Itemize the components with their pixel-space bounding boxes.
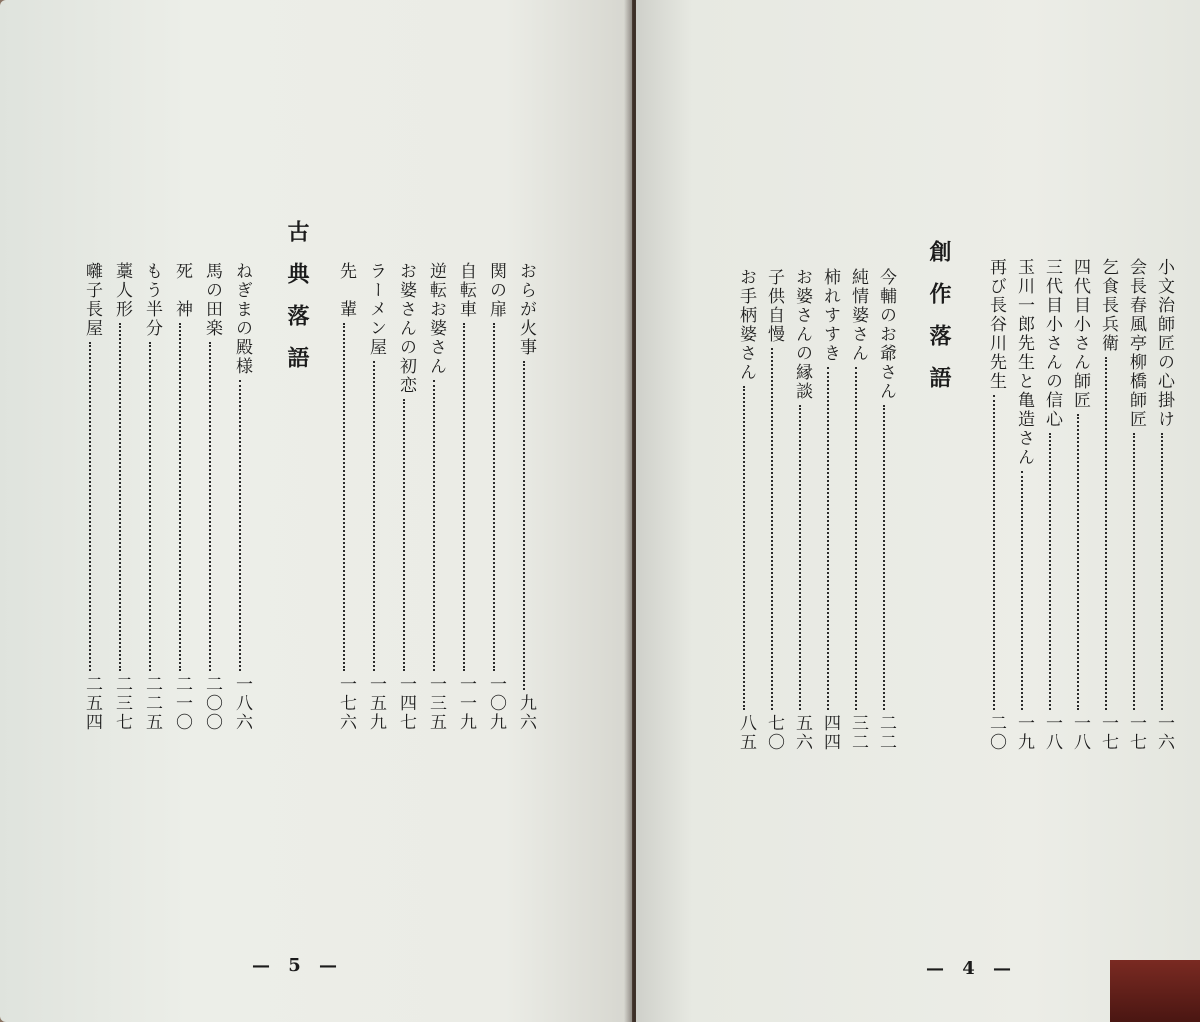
page-number: — 4 — [926,958,1018,979]
toc-entry [734,268,754,752]
entry-title: ラーメン屋 [366,262,386,357]
leader-dots [493,323,495,671]
leader-dots [89,342,91,671]
entry-title: もう半分 [142,262,162,338]
toc-entry [364,262,384,732]
entry-title: 死 神 [172,262,192,319]
entry-title: 再び長谷川先生 [986,258,1006,391]
entry-title: 関の扉 [486,262,506,319]
entry-page: 一五九 [366,675,386,732]
leader-dots [743,386,745,710]
entry-title: 柿れすすき [820,268,840,363]
toc-entry [334,262,354,732]
leader-dots [827,367,829,710]
toc-entry [984,258,1004,752]
entry-page: 一〇九 [486,675,506,732]
entry-title: 純情婆さん [848,268,868,363]
leader-dots [119,323,121,671]
toc-entry [1068,258,1088,752]
entry-page: 一八 [1042,714,1062,752]
entry-title: 自転車 [456,262,476,319]
toc-entry [874,268,894,752]
entry-page: 二五四 [82,675,102,732]
entry-title: お婆さんの縁談 [792,268,812,401]
book-cover-edge [1110,960,1200,1022]
entry-page: 一七六 [336,675,356,732]
leader-dots [799,405,801,710]
toc-entry [1096,258,1116,752]
toc-entry [514,262,534,732]
toc-entry [454,262,474,732]
entry-title: お手柄婆さん [736,268,756,382]
toc-entry [1124,258,1144,752]
leader-dots [403,399,405,671]
entry-title: 藁人形 [112,262,132,319]
leader-dots [179,323,181,671]
entry-page: 二二 [876,714,896,752]
right-page [636,0,1200,1022]
entry-page: 一七 [1098,714,1118,752]
entry-title: ねぎまの殿様 [232,262,252,376]
toc-entry [1152,258,1172,752]
entry-title: 先 輩 [336,262,356,319]
entry-title: おらが火事 [516,262,536,357]
leader-dots [1161,433,1163,710]
entry-page: 一九 [1014,714,1034,752]
leader-dots [1077,414,1079,710]
toc-entry [846,268,866,752]
entry-title: 玉川一郎先生と亀造さん [1014,258,1034,467]
leader-dots [993,395,995,710]
entry-title: 三代目小さんの信心 [1042,258,1062,429]
entry-page: 七〇 [764,714,784,752]
leader-dots [463,323,465,671]
entry-title: 馬の田楽 [202,262,222,338]
leader-dots [1105,357,1107,710]
entry-title: 乞食長兵衛 [1098,258,1118,353]
leader-dots [209,342,211,671]
entry-title: 四代目小さん師匠 [1070,258,1090,410]
leader-dots [1049,433,1051,710]
entry-page: 三二 [848,714,868,752]
entry-page: 四四 [820,714,840,752]
leader-dots [433,380,435,671]
toc-entry [80,262,100,732]
entry-page: 二一〇 [172,675,192,732]
leader-dots [523,361,525,690]
entry-page: 一四七 [396,675,416,732]
page-number: — 5 — [252,955,344,976]
entry-page: 五六 [792,714,812,752]
entry-page: 一六 [1154,714,1174,752]
toc-entry [762,268,782,752]
entry-title: お婆さんの初恋 [396,262,416,395]
entry-title: 囃子長屋 [82,262,102,338]
entry-title: 小文治師匠の心掛け [1154,258,1174,429]
toc-entry [424,262,444,732]
leader-dots [239,380,241,671]
leader-dots [1133,433,1135,710]
toc-entry [790,268,810,752]
toc-entry [200,262,220,732]
entry-page: 二二五 [142,675,162,732]
entry-page: 八五 [736,714,756,752]
toc-entry [230,262,250,732]
toc-entry [394,262,414,732]
leader-dots [373,361,375,671]
leader-dots [1021,471,1023,710]
entry-page: 二〇〇 [202,675,222,732]
toc-entry [110,262,130,732]
entry-page: 一一九 [456,675,476,732]
entry-page: 一三五 [426,675,446,732]
leader-dots [149,342,151,671]
entry-page: 二三七 [112,675,132,732]
entry-page: 九六 [516,694,536,732]
entry-page: 二〇 [986,714,1006,752]
leader-dots [343,323,345,671]
entry-title: 逆転お婆さん [426,262,446,376]
section-heading: 創作落語 [926,240,952,408]
toc-entry [170,262,190,732]
entry-title: 会長春風亭柳橋師匠 [1126,258,1146,429]
toc-entry [140,262,160,732]
leader-dots [771,348,773,710]
entry-title: 子供自慢 [764,268,784,344]
toc-entry [1012,258,1032,752]
section-heading: 古典落語 [284,220,310,388]
entry-page: 一八六 [232,675,252,732]
entry-title: 今輔のお爺さん [876,268,896,401]
toc-entry [484,262,504,732]
leader-dots [883,405,885,710]
leader-dots [855,367,857,710]
toc-entry [1040,258,1060,752]
entry-page: 一七 [1126,714,1146,752]
toc-entry [818,268,838,752]
entry-page: 一八 [1070,714,1090,752]
